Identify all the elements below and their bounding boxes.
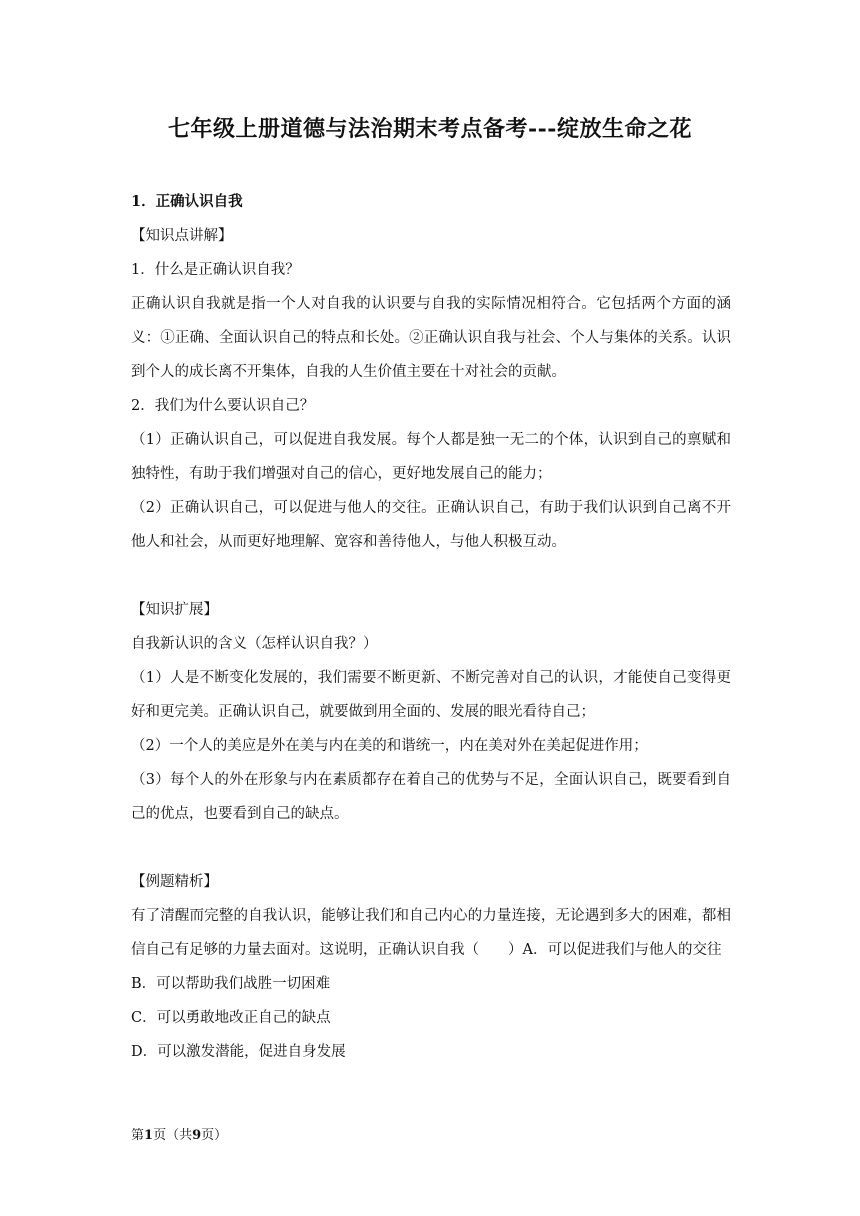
question-2: 2．我们为什么要认识自己？: [131, 398, 315, 414]
question-2-point-1: （1）正确认识自己，可以促进自我发展。每个人都是独一无二的个体，认识到自己的禀赋和独特性，有助于我们增强对自己的信心，更好地发展自己的能力；: [131, 432, 731, 482]
spacer: [131, 831, 731, 865]
example-label: 【例题精析】: [131, 874, 218, 890]
option-b: B．可以帮助我们战胜一切困难: [131, 976, 331, 992]
option-c: C．可以勇敢地改正自己的缺点: [131, 1010, 331, 1026]
document-title: 七年级上册道德与法治期末考点备考---绽放生命之花: [168, 116, 692, 142]
extension-intro: 自我新认识的含义（怎样认识自我？）: [131, 636, 378, 652]
document-body: [131, 185, 731, 1069]
extension-point-1: （1）人是不断变化发展的，我们需要不断更新、不断完善对自己的认识，才能使自己变得更好和更完美。正确认识自己，就要做到用全面的、发展的眼光看待自己；: [131, 670, 731, 720]
option-d: D．可以激发潜能，促进自身发展: [131, 1044, 346, 1060]
spacer: [131, 559, 731, 593]
knowledge-label: 【知识点讲解】: [131, 228, 233, 244]
extension-point-3: （3）每个人的外在形象与内在素质都存在着自己的优势与不足，全面认识自己，既要看到自己的优点，也要看到自己的缺点。: [131, 772, 731, 822]
footer-middle: 页（共: [153, 1128, 193, 1143]
footer-page-number: 1: [144, 1128, 154, 1143]
question-1-answer: 正确认识自我就是指一个人对自我的认识要与自我的实际情况相符合。它包括两个方面的涵义：①正确、全面认识自己的特点和长处。②正确认识自我与社会、个人与集体的关系。认识到个人的成长离不开集体，自我的人生价值主要在十对社会的贡献。: [131, 296, 731, 380]
question-2-point-2: （2）正确认识自己，可以促进与他人的交往。正确认识自己，有助于我们认识到自己离不开他人和社会，从而更好地理解、宽容和善待他人，与他人积极互动。: [131, 500, 731, 550]
footer-prefix: 第: [131, 1128, 145, 1143]
example-question: 有了清醒而完整的自我认识，能够让我们和自己内心的力量连接，无论遇到多大的困难，都相信自己有足够的力量去面对。这说明，正确认识自我（ ）A．可以促进我们与他人的交往: [131, 908, 731, 958]
question-1: 1．什么是正确认识自我？: [131, 262, 300, 278]
footer-total-pages: 9: [192, 1128, 202, 1143]
extension-point-2: （2）一个人的美应是外在美与内在美的和谐统一，内在美对外在美起促进作用；: [131, 738, 648, 754]
footer-suffix: 页）: [201, 1128, 228, 1143]
page-footer: [131, 1124, 227, 1143]
section-heading: 1．正确认识自我: [131, 193, 243, 210]
extension-label: 【知识扩展】: [131, 602, 218, 618]
